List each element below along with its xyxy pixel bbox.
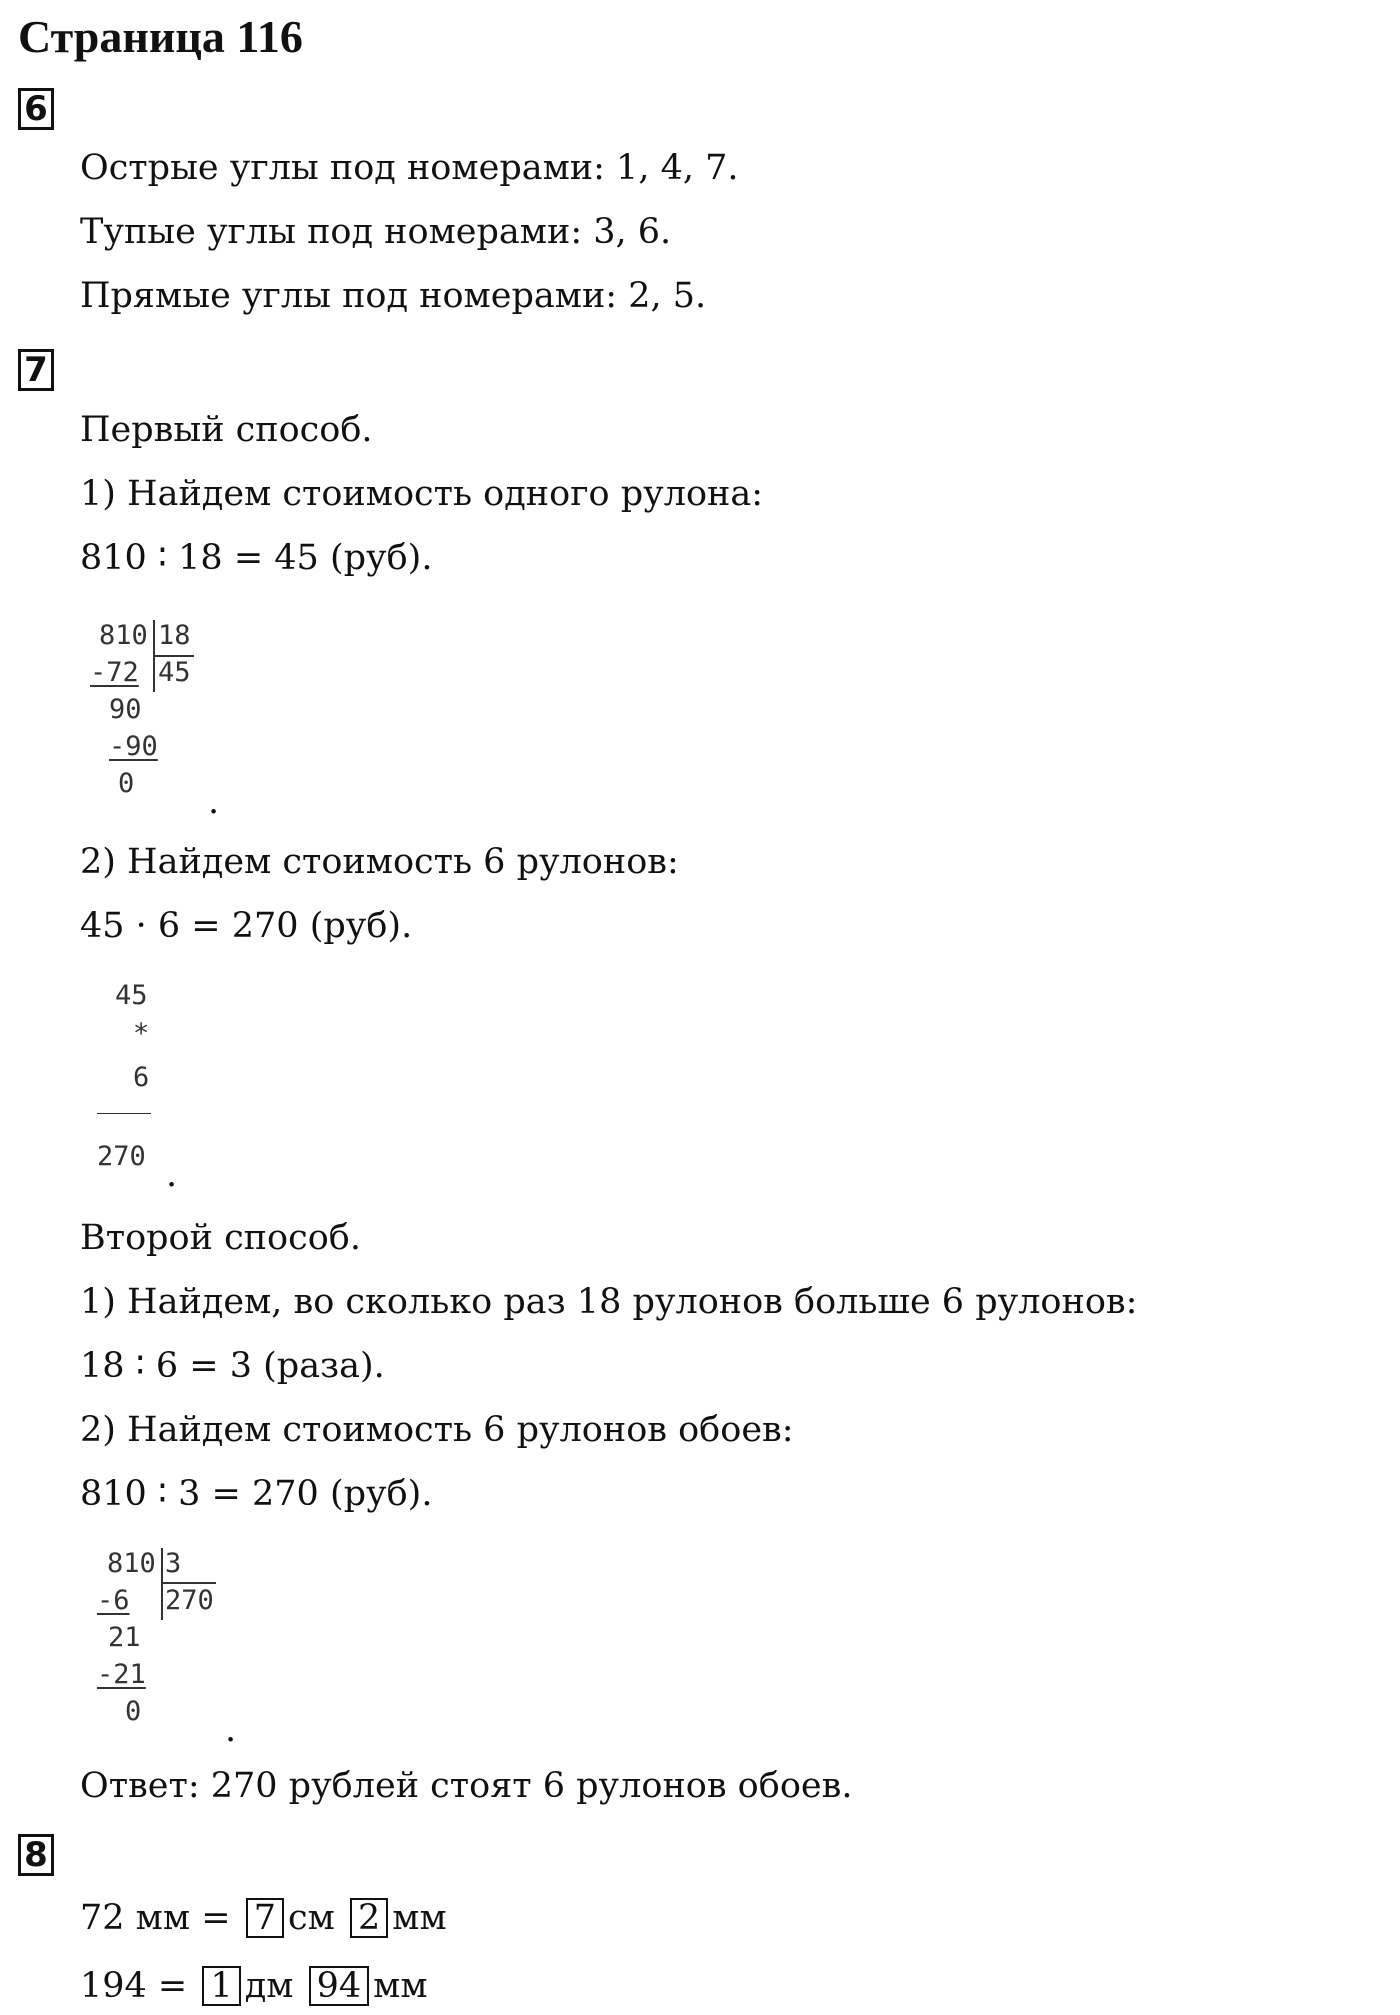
div1-dot: . <box>208 782 220 822</box>
task7-eq1: 810 ∶ 18 = 45 (руб). <box>80 538 433 578</box>
task8-row-2 <box>80 1966 428 2006</box>
div2-rem2: 0 <box>125 1696 142 1727</box>
div1-sub1: -72 <box>90 657 139 688</box>
mul-b: 6 <box>133 1062 150 1093</box>
task8-row1-unit1: см <box>287 1898 335 1938</box>
task7-answer: Ответ: 270 рублей стоят 6 рулонов обоев. <box>80 1766 853 1806</box>
task6-line-3: Прямые углы под номерами: 2, 5. <box>80 276 707 316</box>
div1-dividend: 810 <box>99 620 148 651</box>
task8-row-1 <box>80 1898 447 1938</box>
div2-rem1: 21 <box>108 1622 141 1653</box>
div2-divisor: 3 <box>165 1548 182 1579</box>
div1-divisor: 18 <box>158 620 191 651</box>
task8-row2-unit1: дм <box>244 1966 294 2006</box>
task6-line-2: Тупые углы под номерами: 3, 6. <box>80 212 672 252</box>
task8-row2-box1: 1 <box>202 1966 240 2006</box>
task7-step3: 1) Найдем, во сколько раз 18 рулонов больше 6 рулонов: <box>80 1282 1138 1322</box>
task-number-7: 7 <box>18 349 54 391</box>
task8-row2-left: 194 = <box>80 1966 188 2006</box>
task7-way2: Второй способ. <box>80 1218 361 1258</box>
task7-step2: 2) Найдем стоимость 6 рулонов: <box>80 842 679 882</box>
div2-dot: . <box>225 1710 237 1750</box>
div1-sub2: -90 <box>109 731 158 762</box>
div2-hbar <box>161 1582 216 1584</box>
task-number-8: 8 <box>18 1834 54 1876</box>
task7-step1: 1) Найдем стоимость одного рулона: <box>80 474 764 514</box>
div2-vbar <box>161 1548 163 1620</box>
task8-row2-unit2: мм <box>373 1966 428 2006</box>
page-title: Страница 116 <box>18 11 303 62</box>
mul-line <box>97 1113 151 1114</box>
task7-way1: Первый способ. <box>80 410 373 450</box>
task-number-6: 6 <box>18 88 54 130</box>
div2-quotient: 270 <box>165 1585 214 1616</box>
div2-sub2: -21 <box>97 1659 146 1690</box>
task6-line-1: Острые углы под номерами: 1, 4, 7. <box>80 148 739 188</box>
task8-row1-box1: 7 <box>246 1898 284 1938</box>
task8-row1-unit2: мм <box>392 1898 447 1938</box>
task7-eq4: 810 ∶ 3 = 270 (руб). <box>80 1474 433 1514</box>
div1-quotient: 45 <box>158 657 191 688</box>
task7-step4: 2) Найдем стоимость 6 рулонов обоев: <box>80 1410 794 1450</box>
mul-result: 270 <box>97 1141 146 1172</box>
mul-op: * <box>133 1018 150 1049</box>
task8-row2-box2: 94 <box>309 1966 370 2006</box>
mul-dot: . <box>166 1155 178 1195</box>
task7-eq2: 45 · 6 = 270 (руб). <box>80 906 413 946</box>
div1-rem2: 0 <box>118 768 135 799</box>
div2-sub1: -6 <box>97 1585 130 1616</box>
task7-eq3: 18 ∶ 6 = 3 (раза). <box>80 1346 385 1386</box>
mul-a: 45 <box>115 980 148 1011</box>
div2-dividend: 810 <box>107 1548 156 1579</box>
task8-row1-box2: 2 <box>350 1898 388 1938</box>
task8-row1-left: 72 мм = <box>80 1898 231 1938</box>
div1-rem1: 90 <box>109 694 142 725</box>
